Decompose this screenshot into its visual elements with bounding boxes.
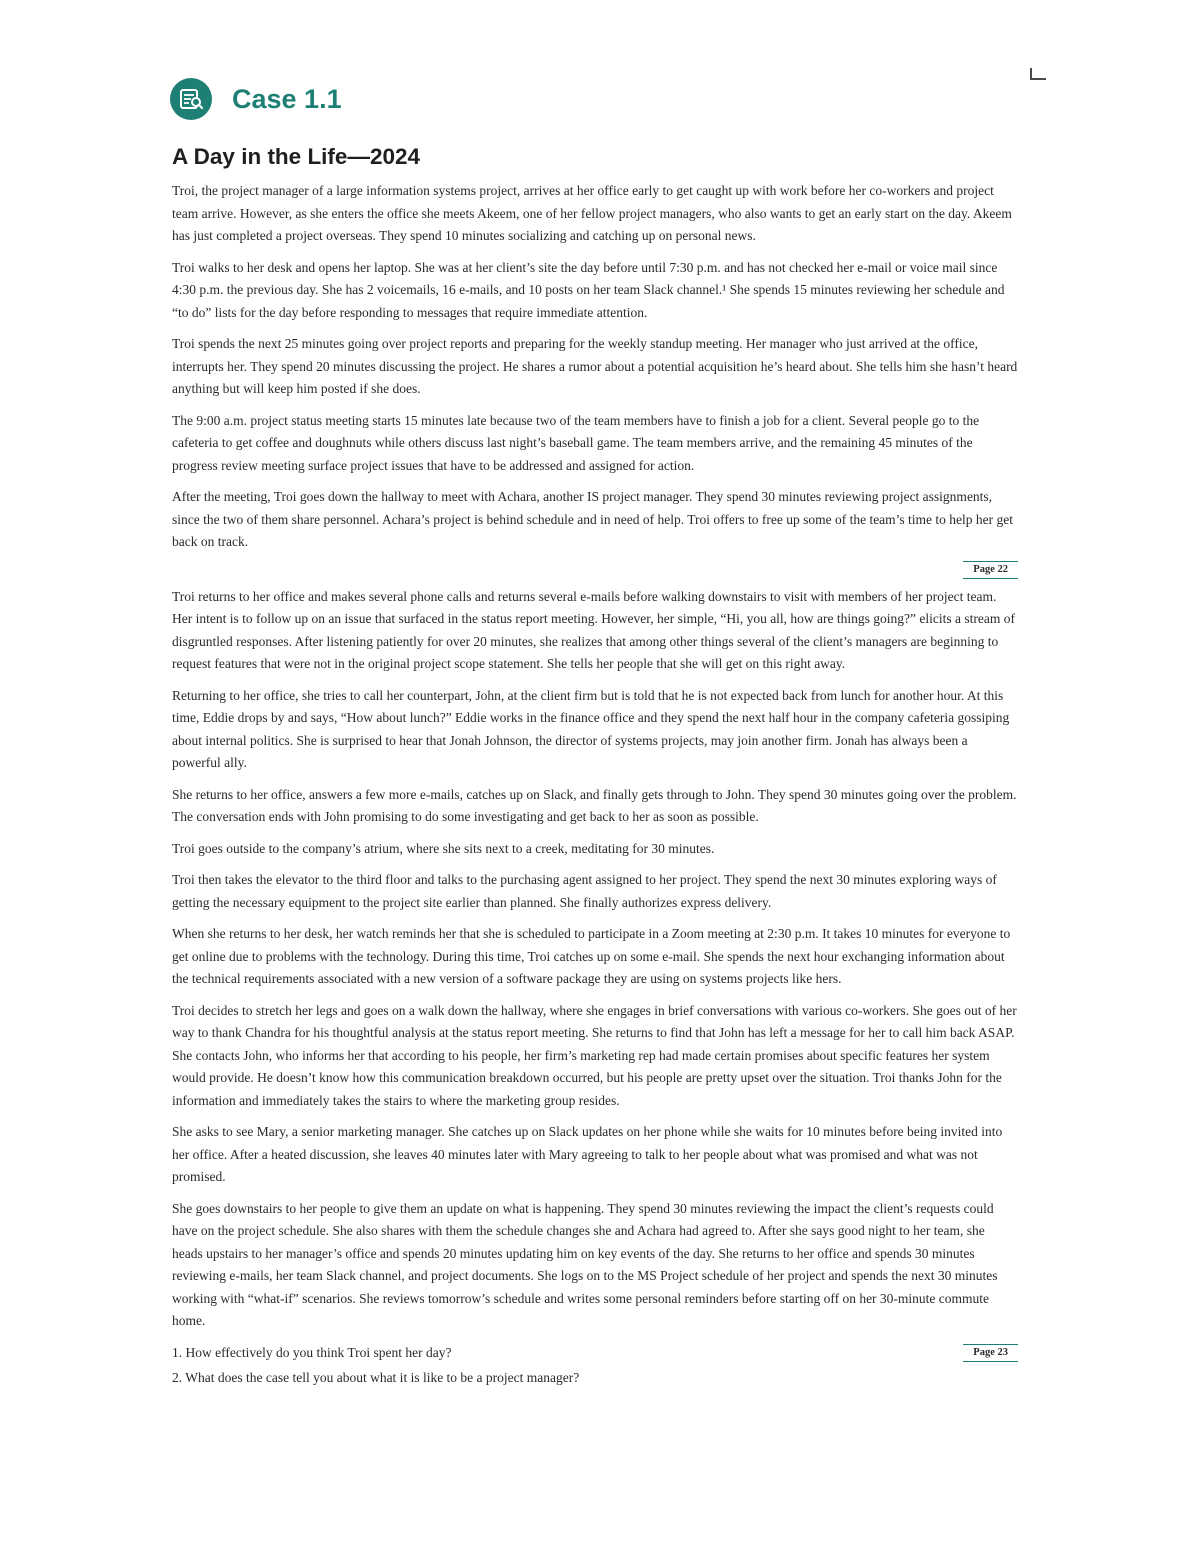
question-1: 1. How effectively do you think Troi spent her day?: [172, 1344, 452, 1360]
paragraph: Returning to her office, she tries to call her counterpart, John, at the client firm but is told that he is not expected back from lunch for another hour. At this time, Eddie drops by and says, “How about lunch?” Eddie works in the finance office and they spend the next half hour in the company cafeteria gossiping about internal politics. She is surprised to hear that Jonah Johnson, the director of systems projects, may join another firm. Jonah has always been a powerful ally.: [172, 687, 1010, 770]
paragraph: Troi then takes the elevator to the third floor and talks to the purchasing agent assigned to her project. They spend the next 30 minutes exploring ways of getting the necessary equipment to the project site earlier than planned. She finally authorizes express delivery.: [172, 872, 997, 910]
page-marker: [172, 561, 1018, 579]
paragraph: When she returns to her desk, her watch reminds her that she is scheduled to participate in a Zoom meeting at 2:30 p.m. It takes 10 minutes for everyone to get online due to problems with the technology. During this time, Troi catches up on some e-mail. She spends the next hour exchanging information about the technical requirements associated with a new version of a software package they are using on systems projects like hers.: [172, 926, 1011, 986]
case-content: [172, 144, 1018, 1399]
corner-crop-mark: [1030, 68, 1046, 80]
case-header: [170, 78, 342, 120]
case-study-icon: [170, 78, 212, 120]
paragraph: After the meeting, Troi goes down the hallway to meet with Achara, another IS project manager. They spend 30 minutes reviewing project assignments, since the two of them share personnel. Achara’s project is behind schedule and in need of help. Troi offers to free up some of the team’s time to help her get back on track.: [172, 489, 1014, 549]
question-2: 2. What does the case tell you about what it is like to be a project manager?: [172, 1370, 580, 1385]
paragraph: The 9:00 a.m. project status meeting starts 15 minutes late because two of the team members have to finish a job for a client. Several people go to the cafeteria to get coffee and doughnuts while others discuss last night’s baseball game. The team members arrive, and the remaining 45 minutes of the progress review meeting surface project issues that have to be addressed and assigned for action.: [172, 412, 980, 473]
page-number-22: Page 22: [963, 561, 1018, 579]
page-number-23: Page 23: [963, 1344, 1018, 1362]
case-label: Case 1.1: [232, 83, 342, 114]
paragraph: Troi walks to her desk and opens her laptop. She was at her client’s site the day before until 7:30 p.m. and has not checked her e-mail or voice mail since 4:30 p.m. the previous day. She has 2 voicemails, 16 e-mails, and 10 posts on her team Slack channel.¹ She spends 15 minutes reviewing her schedule and “to do” lists for the day before responding to messages that require immediate attention.: [172, 259, 1005, 320]
paragraph: Troi, the project manager of a large information systems project, arrives at her office early to get caught up with work before her co-workers and project team arrive. However, as she enters the office she meets Akeem, one of her fellow project managers, who also wants to get an early start on the day. Akeem has just completed a project overseas. They spend 10 minutes socializing and catching up on personal news.: [172, 183, 1012, 243]
question-row: [172, 1342, 1018, 1365]
paragraph: She asks to see Mary, a senior marketing manager. She catches up on Slack updates on her phone while she waits for 10 minutes before being invited into her office. After a heated discussion, she leaves 40 minutes later with Mary agreeing to talk to her people about what was promised and what was not promised.: [172, 1124, 1003, 1184]
paragraph: Troi decides to stretch her legs and goes on a walk down the hallway, where she engages in brief conversations with various co-workers. She goes out of her way to thank Chandra for his thoughtful analysis at the status report meeting. She returns to find that John has left a message for her to call him back ASAP. She contacts John, who informs her that according to his people, her firm’s marketing rep had made certain promises about specific features her system would provide. He doesn’t know how this communication breakdown occurred, but his people are pretty upset over the situation. Troi thanks John for the information and immediately takes the stairs to where the marketing group resides.: [172, 1002, 1017, 1108]
paragraph: Troi spends the next 25 minutes going over project reports and preparing for the weekly standup meeting. Her manager who just arrived at the office, interrupts her. They spend 20 minutes discussing the project. He shares a rumor about a potential acquisition he’s heard about. She tells him she hasn’t heard anything but will keep him posted if she does.: [172, 336, 1018, 396]
paragraph: Troi returns to her office and makes several phone calls and returns several e-mails before walking downstairs to visit with members of her project team. Her intent is to follow up on an issue that surfaced in the status report meeting. However, her simple, “Hi, you all, how are things going?” elicits a stream of disgruntled responses. After listening patiently for over 20 minutes, she realizes that among other things several of the client’s managers are beginning to request features that were not in the original project scope statement. She tells her people that she will get on this right away.: [172, 588, 1015, 671]
paragraph: Troi goes outside to the company’s atrium, where she sits next to a creek, meditating for 30 minutes.: [172, 840, 715, 856]
case-title: A Day in the Life—2024: [172, 144, 420, 169]
paragraph: She goes downstairs to her people to give them an update on what is happening. They spend 30 minutes reviewing the impact the client’s requests could have on the project schedule. She also shares with them the schedule changes she and Achara had agreed to. After she says good night to her team, she heads upstairs to her manager’s office and spends 20 minutes updating him on key events of the day. She returns to her office and spends 30 minutes reviewing e-mails, her team Slack channel, and project documents. She logs on to the MS Project schedule of her project and spends the next 30 minutes working with “what-if” scenarios. She reviews tomorrow’s schedule and writes some personal reminders before starting off on her 30-minute commute home.: [172, 1200, 998, 1328]
page-marker: [963, 1344, 1018, 1362]
paragraph: She returns to her office, answers a few more e-mails, catches up on Slack, and finally gets through to John. They spend 30 minutes going over the problem. The conversation ends with John promising to do some investigating and get back to her as soon as possible.: [172, 786, 1017, 824]
